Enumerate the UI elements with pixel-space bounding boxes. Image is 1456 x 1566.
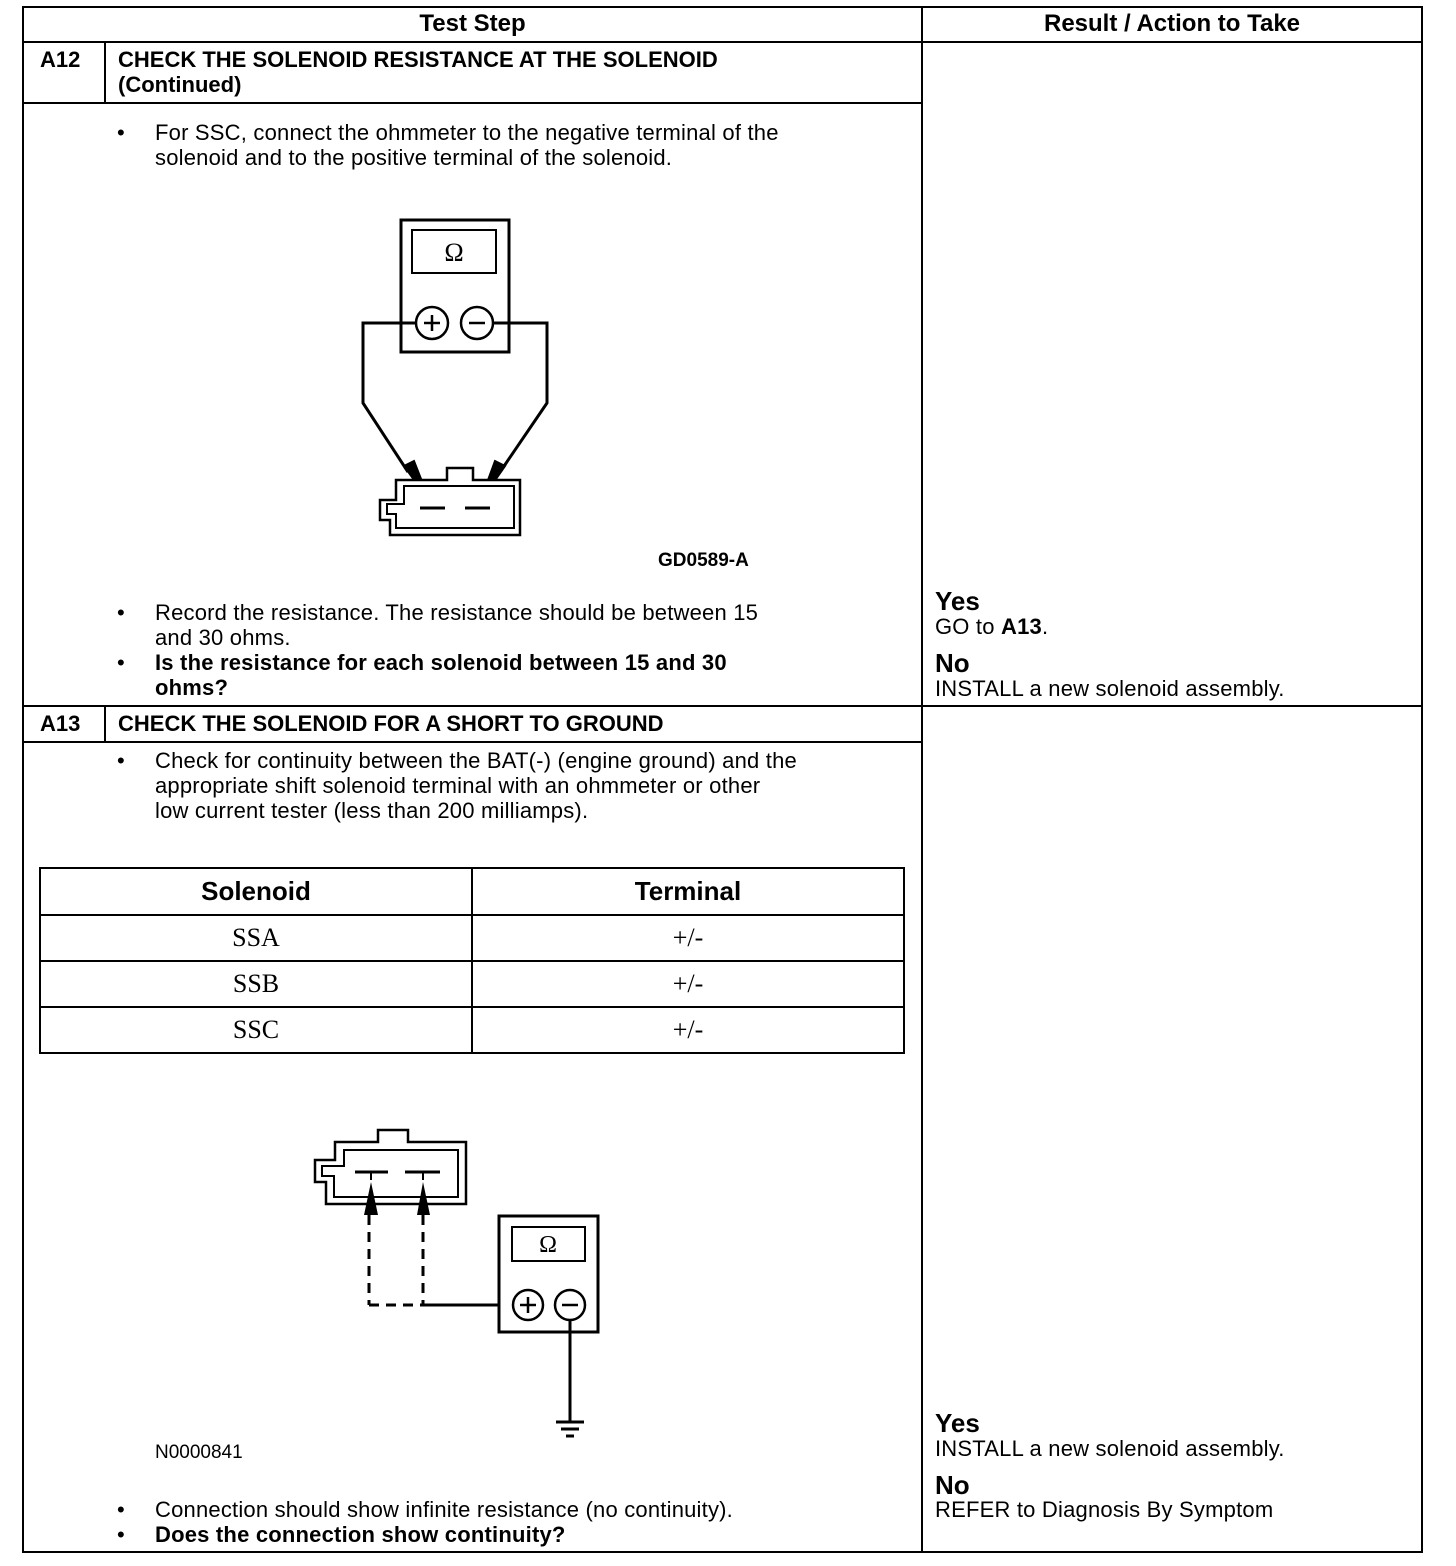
a13-title: CHECK THE SOLENOID FOR A SHORT TO GROUND <box>118 711 664 736</box>
table-cell-solenoid: SSB <box>40 961 472 1007</box>
a12-question <box>155 650 727 700</box>
a13-top-divider <box>22 705 1423 707</box>
a12-question-line1: Is the resistance for each solenoid between 15 and 30 <box>155 650 727 675</box>
a12-meter-display-symbol: Ω <box>444 238 464 267</box>
table-cell-solenoid: SSC <box>40 1007 472 1053</box>
a12-bullet1-line1: For SSC, connect the ohmmeter to the negative terminal of the <box>155 120 779 145</box>
frame-left <box>22 6 24 1553</box>
a13-step-id: A13 <box>40 711 81 736</box>
a12-yes-action-link[interactable]: A13 <box>1001 614 1042 639</box>
table-header-row <box>40 868 904 915</box>
a13-bullet2-text: Connection should show infinite resistance (no continuity). <box>155 1497 733 1522</box>
a12-ohmmeter-diagram <box>350 210 550 550</box>
frame-bottom <box>22 1551 1423 1553</box>
a12-title-underline <box>22 102 922 104</box>
a12-no-action: INSTALL a new solenoid assembly. <box>935 676 1285 701</box>
frame-right <box>1421 6 1423 1553</box>
a12-question-mark: • <box>117 650 125 675</box>
table-cell-solenoid: SSA <box>40 915 472 961</box>
a13-id-divider <box>104 705 106 743</box>
a13-bullet1-line2: appropriate shift solenoid terminal with an ohmmeter or other <box>155 773 761 798</box>
a12-title-line1: CHECK THE SOLENOID RESISTANCE AT THE SOLENOID <box>118 47 718 72</box>
a12-bullet1-mark: • <box>117 120 125 145</box>
a12-bullet1-text <box>155 120 779 170</box>
table-header-solenoid: Solenoid <box>40 868 472 915</box>
header-result-action: Result / Action to Take <box>1043 10 1301 37</box>
table-row <box>40 961 904 1007</box>
a12-yes-action <box>935 614 1048 639</box>
a12-bullet2-line1: Record the resistance. The resistance should be between 15 <box>155 600 759 625</box>
a12-bullet2-mark: • <box>117 600 125 625</box>
a13-figure-label: N0000841 <box>155 1442 243 1463</box>
frame-top <box>22 6 1423 8</box>
a13-bullet2-mark: • <box>117 1497 125 1522</box>
solenoid-terminal-table <box>39 867 905 1054</box>
a12-no-label: No <box>935 648 970 678</box>
a12-bullet1-line2: solenoid and to the positive terminal of the solenoid. <box>155 145 673 170</box>
a13-short-to-ground-diagram <box>300 1120 620 1450</box>
a13-yes-action: INSTALL a new solenoid assembly. <box>935 1436 1285 1461</box>
a13-no-label: No <box>935 1470 970 1500</box>
a13-no-action: REFER to Diagnosis By Symptom <box>935 1497 1274 1522</box>
table-row <box>40 1007 904 1053</box>
header-test-step: Test Step <box>419 10 526 37</box>
table-cell-terminal: +/- <box>472 961 904 1007</box>
a12-step-id: A12 <box>40 47 81 72</box>
a12-title <box>118 47 718 97</box>
a12-id-divider <box>104 41 106 104</box>
a12-figure-label: GD0589-A <box>658 550 749 571</box>
header-divider <box>22 41 1423 43</box>
a12-question-line2: ohms? <box>155 675 229 700</box>
a12-bullet2-line2: and 30 ohms. <box>155 625 291 650</box>
a13-bullet1-mark: • <box>117 748 125 773</box>
column-divider <box>921 6 923 1553</box>
a13-bullet1-line3: low current tester (less than 200 milliamps). <box>155 798 589 823</box>
a12-yes-label: Yes <box>935 586 980 616</box>
a12-bullet2-text <box>155 600 758 650</box>
a13-title-underline <box>22 741 922 743</box>
table-row <box>40 915 904 961</box>
a12-title-line2: (Continued) <box>118 72 242 97</box>
a12-yes-action-suffix: . <box>1041 614 1049 639</box>
a13-question-mark: • <box>117 1522 125 1547</box>
table-header-terminal: Terminal <box>472 868 904 915</box>
a13-bullet1-line1: Check for continuity between the BAT(-) (engine ground) and the <box>155 748 797 773</box>
a13-bullet1-text <box>155 748 797 823</box>
a12-yes-action-prefix: GO to <box>935 614 1001 639</box>
table-cell-terminal: +/- <box>472 1007 904 1053</box>
a13-meter-display-symbol: Ω <box>539 1232 557 1258</box>
a13-question: Does the connection show continuity? <box>155 1522 566 1547</box>
a13-yes-label: Yes <box>935 1408 980 1438</box>
table-cell-terminal: +/- <box>472 915 904 961</box>
